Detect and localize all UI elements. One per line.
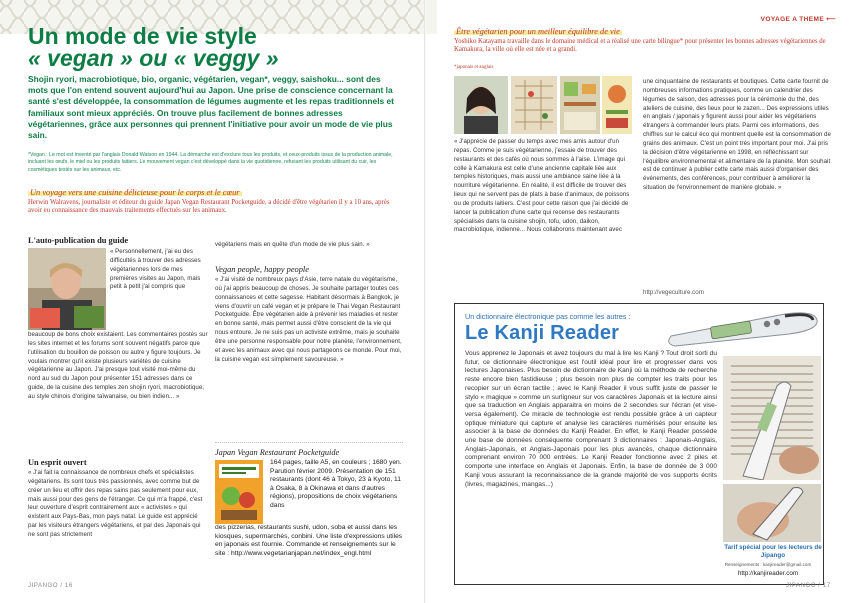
kanji-reader-pen: [665, 306, 821, 352]
section2-col1-text: « J'apprécie de passer du temps avec mes amis autour d'un repas. Comme je suis végétarienne, j'essaie de trouver des restaurants et des cafés où nous sommes à l'aise. L'image qui colle à Kamakura est celle d'une ancienne capitale liée aux temples historiques, mais aussi une ambiance saine liée à la nourriture végétarienne. En réalité, il est difficile de trouver des lieux qui ne servent pas de plats à base d'animaux, de poissons ou de produits laitiers. C'est pour cette raison que j'ai décidé de lancer la publication d'une carte qui recense des restaurants spécialisés dans la cuisine shojin, tofu, udon, daikon, macrobiotique, indienne... Nous collaborons maintenant avec: [454, 138, 630, 234]
section1-byline: Herwin Walravens, journaliste et éditeur du guide Japan Vegan Restaurant Pocketguide, a décidé d'être végétarien il y a 10 ans, après avoir eu connaissance des mauvais traitements effectués sur les animaux.: [28, 199, 390, 215]
section1-col2-text2: « J'ai visité de nombreux pays d'Asie, terre natale du végétarisme, où j'ai appris beaucoup de choses. Je souhaite partager toutes ces connaissances et cette sagesse. Habitant désormais à Bangkok, je viens d'ouvrir un café vegan et je prépare le Thai Vegan Restaurant Pocketguide. Être végétarien aide à prévenir les maladies et rester en bonne santé, mais permet aussi d'être conscient de la vie qui nous entoure. Je ne suis pas un activiste extrême, mais je souhaite être une personne responsable pour notre planète, l'environnement, et avec les animaux avec qui nous partageons ce monde. Pour moi, la cuisine vegan est simplement savoureuse. »: [215, 276, 402, 363]
kanji-reader-hand-photo: [723, 484, 821, 542]
kanji-reader-in-use-photo: [723, 356, 821, 480]
kanji-website-link[interactable]: http://kanjireader.com: [737, 570, 799, 577]
kanji-special-offer: Tarif spécial pour les lecteurs de Jipango: [724, 544, 822, 559]
section1-col1-intro: « Personnellement, j'ai eu des difficultés à trouver des adresses végétariennes lors de mes premières visites au Japon, mais petit à petit j'ai compris que: [110, 248, 201, 291]
divider-dotted: [215, 442, 403, 443]
kanji-kicker: Un dictionnaire électronique pas comme les autres :: [465, 312, 631, 321]
vegan-footnote: *Vegan : Le mot est inventé par l'anglais Donald Watson en 1944. La démarche est d'exclure tous les produits, et ceux-produits issus de la production animale, incluant les œufs, le miel ou les produits laitiers. Le mouvement vegan c'est développé dans la vie quotidienne, refusant les produits utilisant du cuir, les cosmétiques testés sur les animaux, etc.: [28, 152, 393, 173]
book-title: Japan Vegan Restaurant Pocketguide: [215, 448, 340, 457]
section2-byline: Yoshiko Katayama travaille dans le domaine médical et a réalisé une carte bilingue* pour présenter les bonnes adresses végétariennes de Kamakura, la ville où elle est née et a grandi.: [454, 38, 826, 54]
subheading-vegan-people: Vegan people, happy people: [215, 265, 309, 274]
vegeculture-link[interactable]: http://vegeculture.com: [643, 289, 704, 296]
kanji-title: Le Kanji Reader: [465, 322, 620, 344]
book-details2: des pizzerias, restaurants sushi, udon, soba et aussi dans les kiosques, supermarchés, conbini. Une liste d'expressions utiles en japonais est fournie. Commande et renseignements sur le site : http://www.vegetarianjapan.net/index_engl.html: [215, 524, 403, 557]
section1-col1-text2: « J'ai fait la connaissance de nombreux chefs et spécialistes végétariens. Ils sont tous très passionnés, avec comme but de créer un lieu et offrir des repas sains pas seulement pour eux, mais aussi pour des gens de l'étranger. Ce qui m'a frappé, c'est leur ouverture d'esprit contrairement aux « activistes » qui existent aux Pays-Bas, mon pays natal. Le guide est apprécié par les visiteurs étrangers végétariens, et par des Japonais qui ne sont pas strictement: [28, 469, 203, 538]
book-cover: [215, 460, 263, 524]
section2-heading: Être végétarien pour un meilleur équilibre de vie: [456, 27, 620, 36]
article-title-line1: Un mode de vie style: [28, 23, 257, 49]
photo-map-detail: [560, 76, 600, 134]
photo-map-cover: [602, 76, 632, 134]
photo-yoshiko-katayama: [454, 76, 508, 134]
subheading-open-mind: Un esprit ouvert: [28, 458, 87, 467]
gutter: [424, 0, 426, 603]
section1-col2-text1: végétariens mais en quête d'un mode de vie plus sain. »: [215, 241, 370, 248]
photo-herwin-walravens: [28, 248, 106, 330]
section2-col2-text: une cinquantaine de restaurants et boutiques. Cette carte fournit de nombreuses informations pratiques, comme un calendrier des légumes de saison, des adresses pour la cérémonie du thé, des ateliers de cuisine, des lieux pour le zazen... Des expressions utiles en anglais / japonais y figurent aussi pour aider les végétariens étrangers à commander leurs plats. Parmi ces informations, des chiffres sur le calcul éco qui montrent quelle est la consommation de grains des animaux. C'est un point très important pour moi. J'ai pris la décision d'être végétarienne en 1998, en réfléchissant sur l'équilibre environnemental et alimentaire de la planète. Mon souhait est de continuer à publier cette carte mais aussi d'organiser des événements, des conférences, pour contribuer à améliorer la situation de l'environnement de manière globale. »: [643, 78, 831, 192]
article-lead: Shojin ryori, macrobiotique, bio, organic, végétarien, vegan*, veggy, saishoku... sont des mots que l'on entend souvent aujourd'hui au Japon. Une prise de conscience concernant la santé s'est développée, la consommation de légumes augmente et les repas traditionnels et familiaux sont mieux appréciés. On trouve plus facilement de bonnes adresses végétariennes, grâce aux personnes qui prennent l'initiative pour avoir un mode de vie plus sain.: [28, 74, 394, 141]
section1-heading: Un voyage vers une cuisine délicieuse pour le corps et le cœur: [30, 188, 240, 197]
page-number-right: JIPANGO / 17: [786, 583, 831, 589]
subheading-self-publication: L'auto-publication du guide: [28, 236, 129, 245]
kanji-body: Vous apprenez le Japonais et avez toujours du mal à lire les Kanji ? Tout droit sorti du futur, ce dictionnaire électronique est l'outil idéal pour lire et progresser dans vos lectures Japonaises. Plus besoin de dictionnaire de Kanji où la méthode de recherche reste encore bien fastidieuse ; plus besoin non plus de compter les traits pour les recopier sur un écran tactile ; avec le Kanji Reader il vous suffit juste de passer le stylo « magique » comme un surligneur sur vos caractères Japonais et la lecture ainsi que sa traduction en Anglais apparaitra en moins de 2 secondes sur l'écran (et vise-versa également). Ce miracle de technologie est rendu possible grâce à un capteur optique miniature qui capture et analyse les caractères numérisés pour ensuite les associer à la base de données du Kanji Reader. En effet, le Kanji Reader possède une base de données conséquente comprenant 3 dictionnaires : Japonais-Anglais, Anglais-Japonais, et Anglais-Japonais pour les plus avancés, chaque dictionnaire comprenant environ 70 000 entrées. Le Kanji Reader fonctionne avec 2 piles et comporte une interface en Anglais et Japonais. Enfin, la base de donnée de 3 000 Kanji vous assurant la reconnaissance de la grande majorité de vos supports écrits (livres, magazines, mangas...): [465, 350, 717, 488]
theme-label: VOYAGE A THEME ⟵: [760, 16, 836, 23]
decorative-pattern-right: [425, 0, 437, 34]
section1-col1-text: beaucoup de bons choix existaient. Les commentaires postés sur les sites internet et les forums sont souvent négatifs parce que l'utilisation du bouillon de poisson ou autre y figure toujours. Je voulais montrer qu'il existe plusieurs variétés de cuisine végétarienne au Japon. J'ai presque tout visité moi-même du nord au sud du Japon pour présenter 151 adresses dans ce guide, de la cuisine des temples zen shojin ryori, macrobiotique, au style chinois d'origine taïwanaise, ou bien indien... »: [28, 331, 208, 400]
kanji-reader-box: [454, 303, 824, 585]
article-title-line2: « vegan » ou « veggy »: [28, 45, 279, 71]
photo-vegetarian-map: [511, 76, 557, 134]
section2-byline-note: *japonais et anglais: [454, 65, 494, 70]
kanji-contact: Renseignements : kanjireader@gmail.com: [724, 562, 812, 567]
book-details1: 164 pages, taille A5, en couleurs ; 1680 yen. Parution février 2009. Présentation de 151 restaurants (dont 46 à Tokyo, 23 à Kyoto, 11 à Osaka, 8 à Okinawa et dans d'autres régions), propositions de choix végétariens dans: [270, 459, 402, 509]
page-number-left: JIPANGO / 16: [28, 583, 73, 589]
arrow-icon: ⟵: [826, 16, 836, 23]
